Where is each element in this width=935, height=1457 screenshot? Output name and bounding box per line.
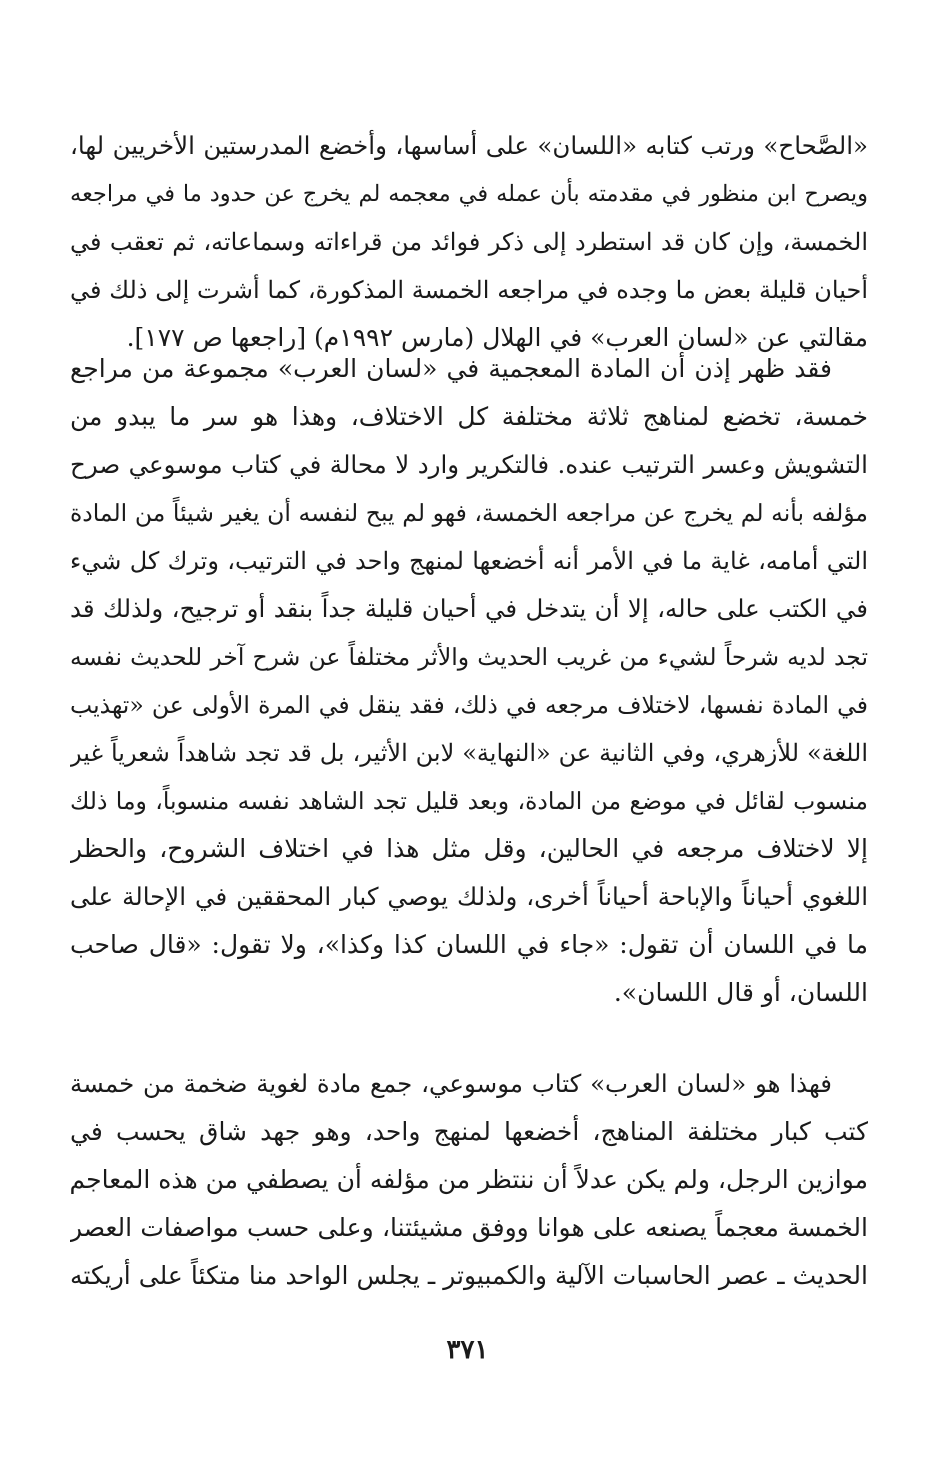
paragraph-line: مقالتي عن «لسان العرب» في الهلال (مارس ١٩٩٢م) [راجعها ص ١٧٧]. — [126, 323, 868, 352]
paragraph-line: إلا لاختلاف مرجعه في الحالين، وقل مثل هذا في اختلاف الشروح، والحظر — [70, 834, 868, 863]
paragraph-line: التشويش وعسر الترتيب عنده. فالتكرير وارد لا محالة في كتاب موسوعي صرح — [70, 450, 868, 479]
paragraph-line: خمسة، تخضع لمناهج ثلاثة مختلفة كل الاختلاف، وهذا هو سر ما يبدو من — [70, 402, 868, 431]
paragraph-line: فهذا هو «لسان العرب» كتاب موسوعي، جمع مادة لغوية ضخمة من خمسة — [70, 1069, 832, 1098]
paragraph-line: الحديث ـ عصر الحاسبات الآلية والكمبيوتر ـ يجلس الواحد منا متكئاً على أريكته — [70, 1261, 868, 1290]
paragraph-line: موازين الرجل، ولم يكن عدلاً أن ننتظر من مؤلفه أن يصطفي من هذه المعاجم — [70, 1165, 868, 1194]
page-number: ٣٧١ — [446, 1335, 489, 1365]
paragraph-2 — [70, 345, 868, 1017]
paragraph-3 — [70, 1060, 868, 1300]
paragraph-line: «الصَّحاح» ورتب كتابه «اللسان» على أساسها، وأخضع المدرستين الأخريين لها، — [70, 131, 868, 160]
paragraph-line: أحيان قليلة بعض ما وجده في مراجعه الخمسة المذكورة، كما أشرت إلى ذلك في — [70, 276, 868, 304]
paragraph-line: في المادة نفسها، لاختلاف مرجعه في ذلك، فقد ينقل في المرة الأولى عن «تهذيب — [70, 691, 868, 719]
paragraph-line: اللغة» للأزهري، وفي الثانية عن «النهاية» لابن الأثير، بل قد تجد شاهداً شعرياً غير — [70, 739, 868, 767]
paragraph-line: ويصرح ابن منظور في مقدمته بأن عمله في معجمه لم يخرج عن حدود ما في مراجعه — [70, 181, 868, 207]
paragraph-line: ما في اللسان أن تقول: «جاء في اللسان كذا وكذا»، ولا تقول: «قال صاحب — [70, 930, 868, 959]
paragraph-line: تجد لديه شرحاً لشيء من غريب الحديث والأثر مختلفاً عن شرح آخر للحديث نفسه — [70, 643, 868, 671]
paragraph-line: فقد ظهر إذن أن المادة المعجمية في «لسان العرب» مجموعة من مراجع — [70, 354, 832, 383]
paragraph-line: في الكتب على حاله، إلا أن يتدخل في أحيان قليلة جداً بنقد أو ترجيح، ولذلك قد — [70, 594, 868, 623]
paragraph-line: التي أمامه، غاية ما في الأمر أنه أخضعها لمنهج واحد في الترتيب، وترك كل شيء — [70, 547, 868, 575]
paragraph-line: الخمسة، وإن كان قد استطرد إلى ذكر فوائد من قراءاته وسماعاته، ثم تعقب في — [70, 228, 868, 256]
paragraph-line: اللسان، أو قال اللسان». — [613, 978, 868, 1007]
paragraph-line: منسوب لقائل في موضع من المادة، وبعد قليل تجد الشاهد نفسه منسوباً، وما ذلك — [70, 787, 868, 815]
paragraph-line: الخمسة معجماً يصنعه على هوانا ووفق مشيئتنا، وعلى حسب مواصفات العصر — [70, 1213, 868, 1242]
paragraph-line: اللغوي أحياناً والإباحة أحياناً أخرى، ولذلك يوصي كبار المحققين في الإحالة على — [70, 882, 868, 911]
paragraph-line: مؤلفه بأنه لم يخرج عن مراجعه الخمسة، فهو لم يبح لنفسه أن يغير شيئاً من المادة — [70, 499, 868, 527]
paragraph-line: كتب كبار مختلفة المناهج، أخضعها لمنهج واحد، وهو جهد شاق يحسب في — [70, 1117, 868, 1146]
paragraph-1 — [70, 122, 868, 362]
